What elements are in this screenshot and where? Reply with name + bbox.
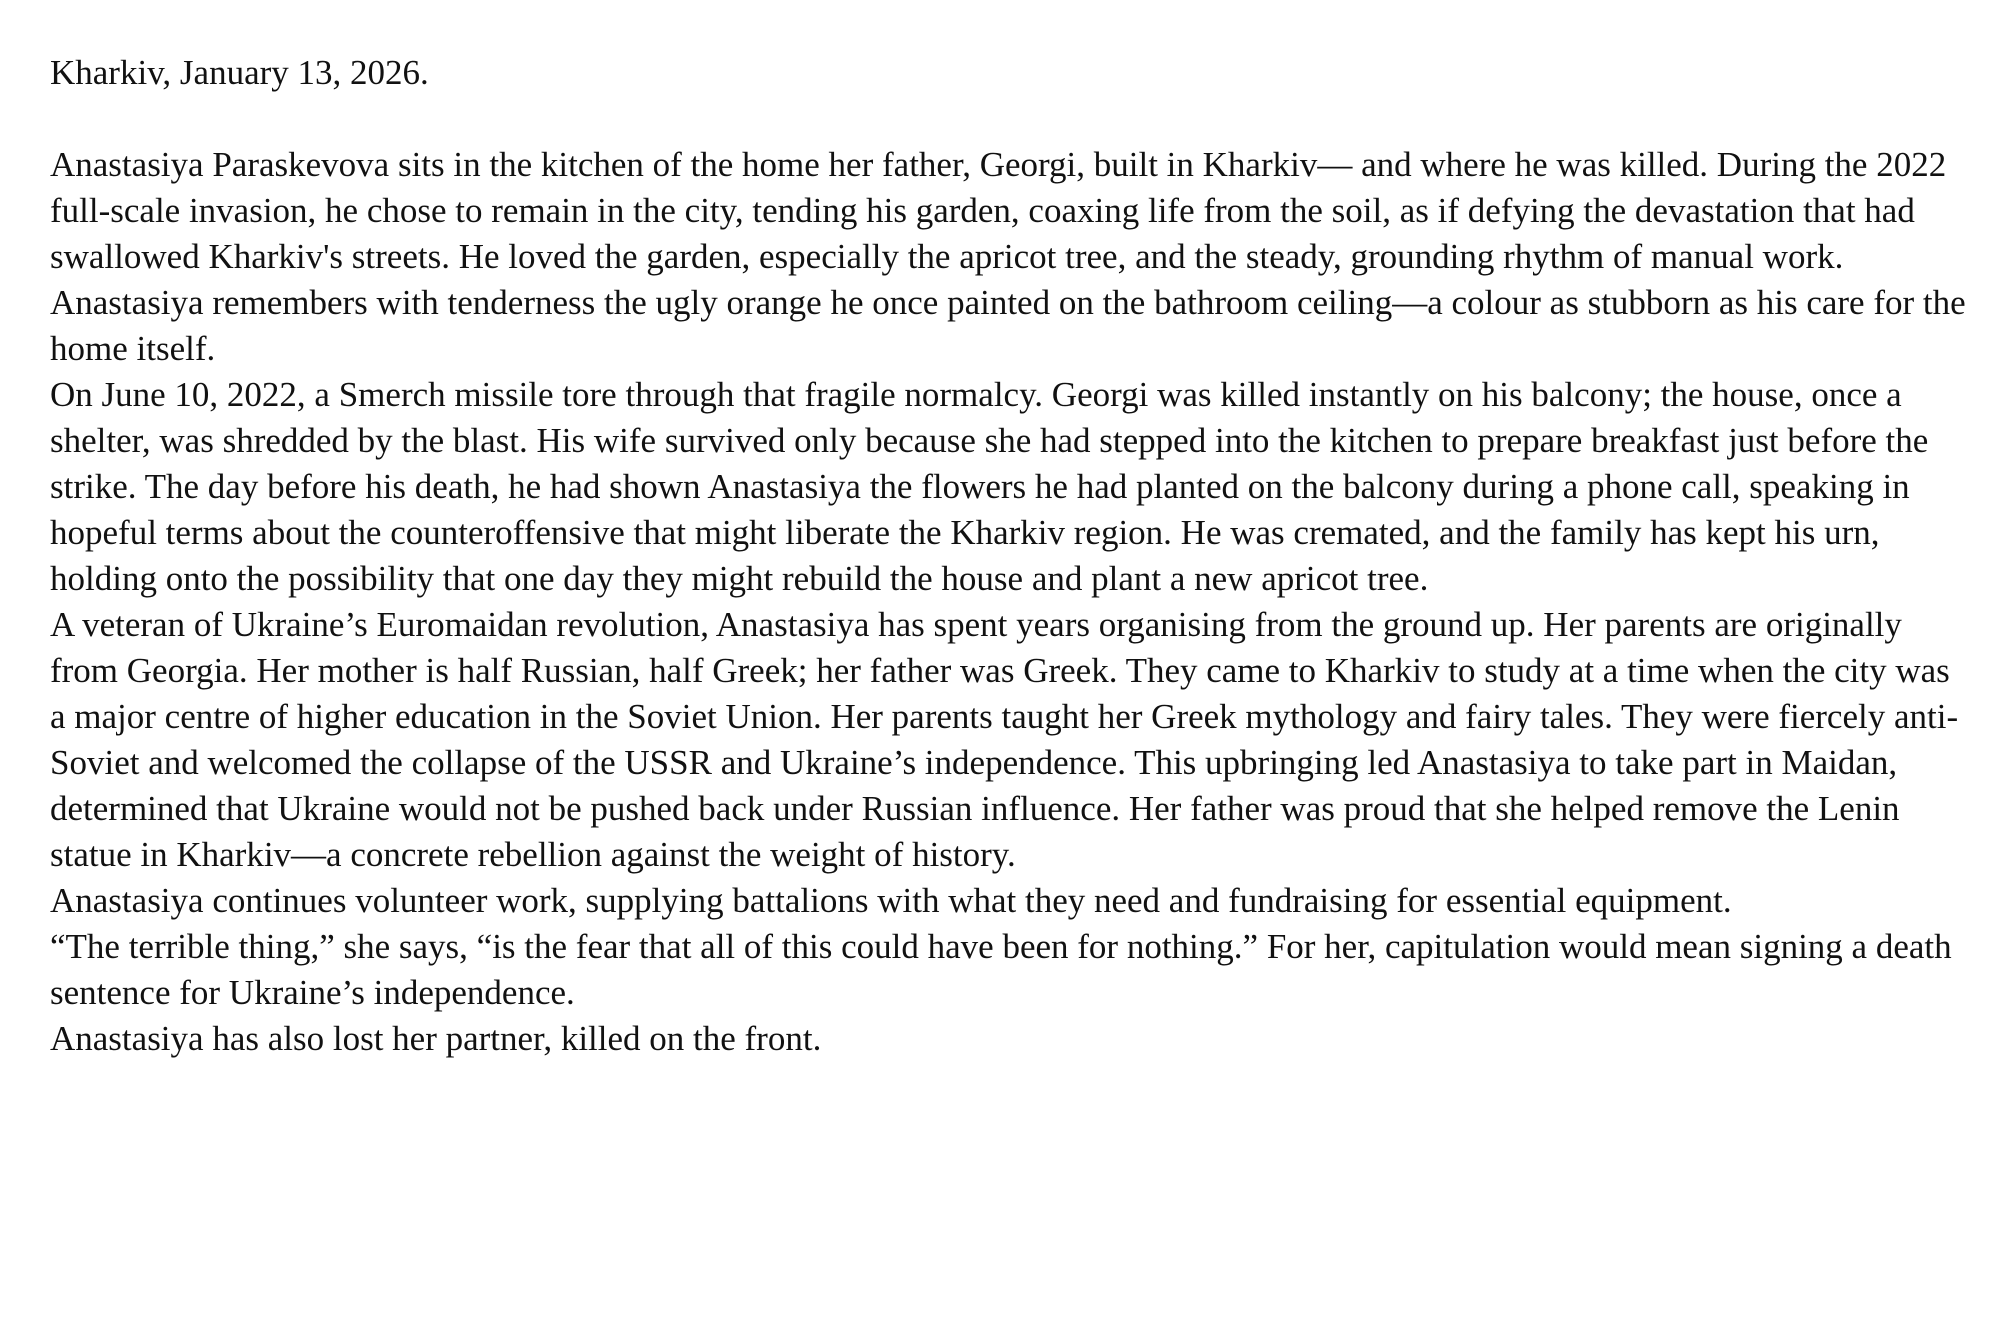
document-body (50, 50, 1970, 1062)
paragraph-euromaidan-background: A veteran of Ukraine’s Euromaidan revolution, Anastasiya has spent years organising from the ground up. Her parents are originally from Georgia. Her mother is half Russian, half Greek; her father was Greek. They came to Kharkiv to study at a time when the city was a major centre of higher education in the Soviet Union. Her parents taught her Greek mythology and fairy tales. They were fiercely anti-Soviet and welcomed the collapse of the USSR and Ukraine’s independence. This upbringing led Anastasiya to take part in Maidan, determined that Ukraine would not be pushed back under Russian influence. Her father was proud that she helped remove the Lenin statue in Kharkiv—a concrete rebellion against the weight of history. (50, 605, 1959, 874)
dateline: Kharkiv, January 13, 2026. (50, 53, 429, 92)
paragraph-volunteer-work: Anastasiya continues volunteer work, supplying battalions with what they need and fundraising for essential equipment. (50, 881, 1732, 920)
paragraph-partner: Anastasiya has also lost her partner, killed on the front. (50, 1019, 822, 1058)
paragraph-missile-strike: On June 10, 2022, a Smerch missile tore through that fragile normalcy. Georgi was killed instantly on his balcony; the house, once a shelter, was shredded by the blast. His wife survived only because she had stepped into the kitchen to prepare breakfast just before the strike. The day before his death, he had shown Anastasiya the flowers he had planted on the balcony during a phone call, speaking in hopeful terms about the counteroffensive that might liberate the Kharkiv region. He was cremated, and the family has kept his urn, holding onto the possibility that one day they might rebuild the house and plant a new apricot tree. (50, 375, 1929, 598)
paragraph-quote: “The terrible thing,” she says, “is the fear that all of this could have been for nothing.” For her, capitulation would mean signing a death sentence for Ukraine’s independence. (50, 927, 1952, 1012)
paragraph-father-home: Anastasiya Paraskevova sits in the kitchen of the home her father, Georgi, built in Kharkiv— and where he was killed. During the 2022 full-scale invasion, he chose to remain in the city, tending his garden, coaxing life from the soil, as if defying the devastation that had swallowed Kharkiv's streets. He loved the garden, especially the apricot tree, and the steady, grounding rhythm of manual work. Anastasiya remembers with tenderness the ugly orange he once painted on the bathroom ceiling—a colour as stubborn as his care for the home itself. (50, 145, 1966, 368)
